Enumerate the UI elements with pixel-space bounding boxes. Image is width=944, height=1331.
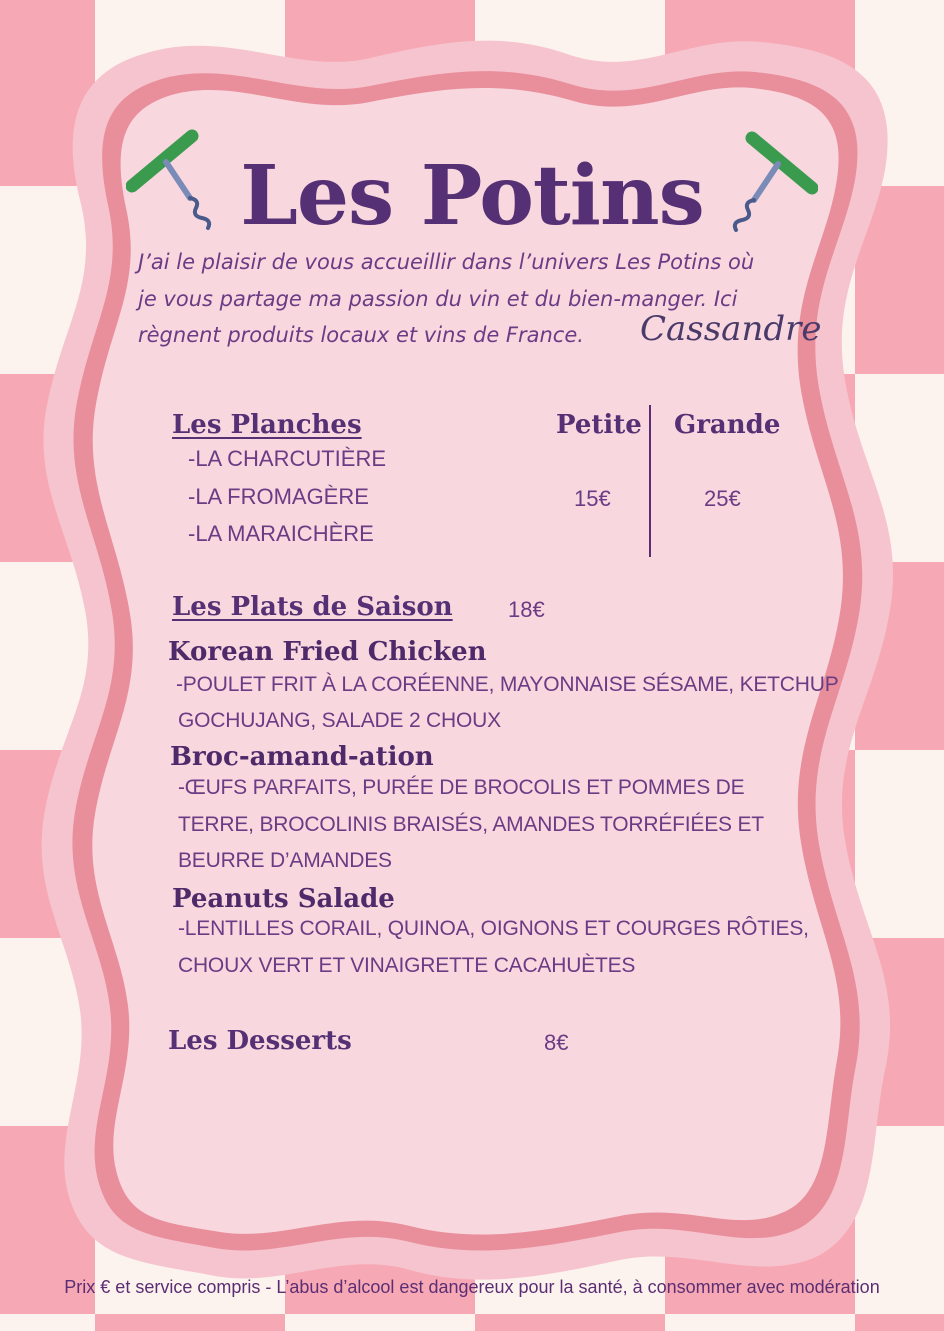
- dish-name: Broc-amand-ation: [170, 742, 434, 772]
- planches-heading: Les Planches: [172, 410, 362, 440]
- plats-price: 18€: [508, 597, 545, 622]
- plats-heading: Les Plats de Saison: [172, 592, 453, 622]
- dish-description: TERRE, BROCOLINIS BRAISÉS, AMANDES TORRÉFIÉES ET: [178, 813, 764, 836]
- planche-item: -LA FROMAGÈRE: [188, 484, 369, 509]
- dish-description: GOCHUJANG, SALADE 2 CHOUX: [178, 709, 501, 732]
- planche-price-large: 25€: [704, 486, 741, 511]
- planche-item: -LA MARAICHÈRE: [188, 521, 374, 546]
- dish-description: BEURRE D’AMANDES: [178, 849, 392, 872]
- desserts-heading: Les Desserts: [168, 1026, 352, 1056]
- dish-name: Korean Fried Chicken: [168, 637, 487, 667]
- intro-line-3: règnent produits locaux et vins de France.: [138, 323, 584, 347]
- dish-description: -LENTILLES CORAIL, QUINOA, OIGNONS ET COURGES RÔTIES,: [178, 917, 809, 940]
- page-title: Les Potins: [240, 148, 704, 244]
- dish-description: -ŒUFS PARFAITS, PURÉE DE BROCOLIS ET POMMES DE: [178, 776, 745, 799]
- planche-item: -LA CHARCUTIÈRE: [188, 446, 387, 471]
- desserts-price: 8€: [544, 1030, 569, 1055]
- planche-price-small: 15€: [574, 486, 611, 511]
- signature: Cassandre: [640, 309, 822, 349]
- dish-description: CHOUX VERT ET VINAIGRETTE CACAHUÈTES: [178, 954, 636, 977]
- intro-line-1: J’ai le plaisir de vous accueillir dans l’univers Les Potins où: [138, 250, 755, 274]
- footer-note: Prix € et service compris - L’abus d’alcool est dangereux pour la santé, à consommer avec modération: [64, 1277, 880, 1297]
- intro-line-2: je vous partage ma passion du vin et du bien-manger. Ici: [138, 287, 738, 311]
- planches-col-small: Petite: [556, 410, 642, 440]
- planches-col-large: Grande: [674, 410, 781, 440]
- dish-description: -POULET FRIT À LA CORÉENNE, MAYONNAISE SÉSAME, KETCHUP: [176, 673, 839, 696]
- dish-name: Peanuts Salade: [172, 884, 395, 914]
- column-divider: [649, 405, 651, 557]
